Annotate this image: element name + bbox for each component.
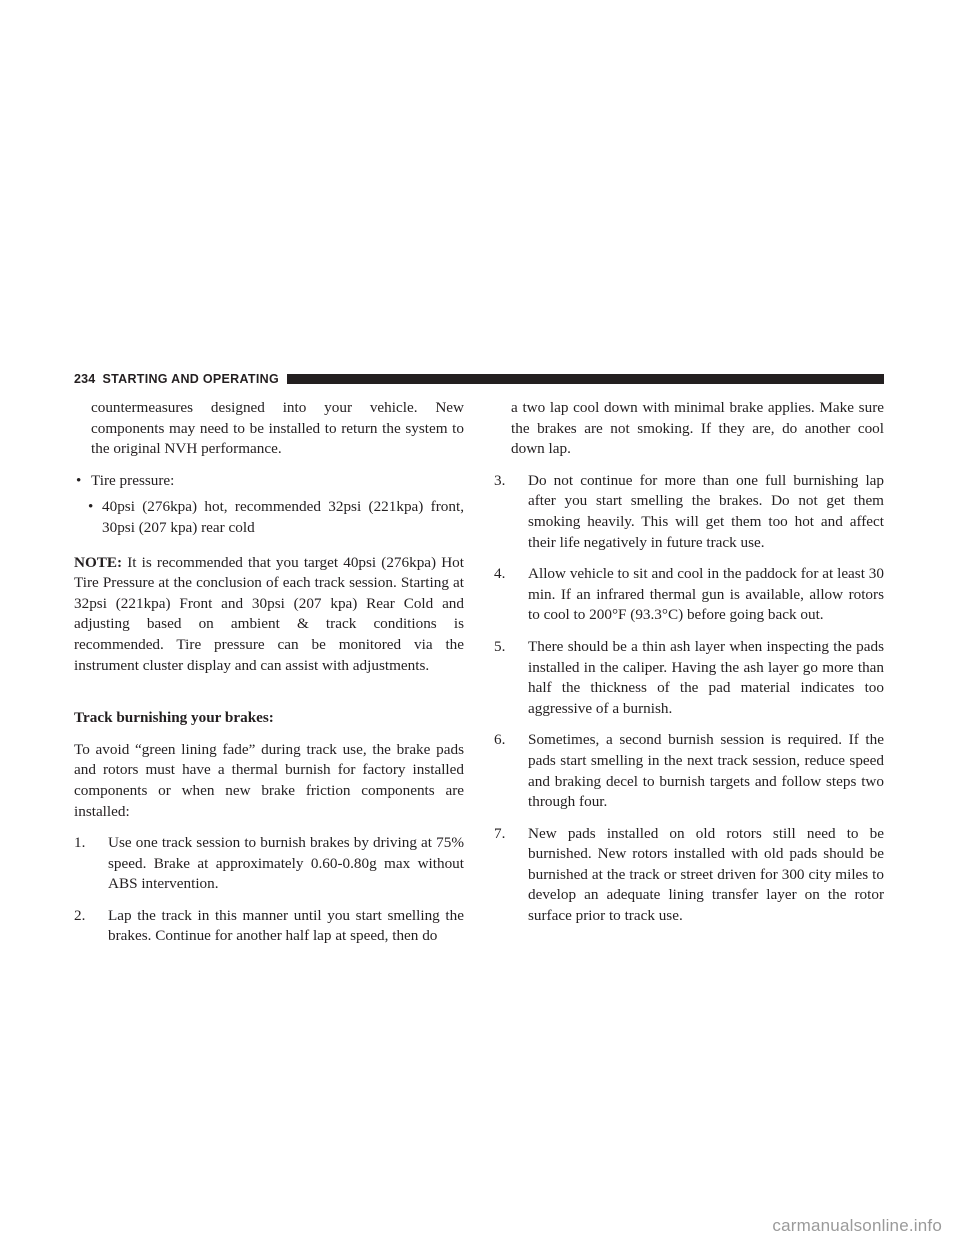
continuation-paragraph: countermeasures designed into your vehicle. New components may need to be installed to return the system to the original NVH performance. xyxy=(91,399,464,458)
section-title: STARTING AND OPERATING xyxy=(102,372,279,386)
step-item xyxy=(494,824,884,927)
bullet-tire-pressure xyxy=(74,471,464,492)
step-item xyxy=(494,637,884,719)
subheading-track-burnishing: Track burnishing your brakes: xyxy=(74,709,274,727)
left-column xyxy=(74,398,464,947)
page-header xyxy=(74,371,884,387)
step-item xyxy=(494,730,884,812)
step-number: 2. xyxy=(74,906,86,924)
note-label: NOTE: xyxy=(74,553,123,571)
page-number: 234 xyxy=(74,372,96,386)
step-text: Lap the track in this manner until you start smelling the brakes. Continue for another half lap at speed, then do xyxy=(108,906,464,945)
step-text: Allow vehicle to sit and cool in the paddock for at least 30 min. If an infrared thermal gun is available, allow rotors to cool to 200°F (93.3°C) before going back out. xyxy=(528,565,884,624)
step-number: 1. xyxy=(74,834,86,852)
step-text: Use one track session to burnish brakes by driving at 75% speed. Brake at approximately 0.60-0.80g max without ABS intervention. xyxy=(108,834,464,893)
step-item xyxy=(494,471,884,553)
bullet-icon: • xyxy=(76,471,82,489)
sub-bullet-text: 40psi (276kpa) hot, recommended 32psi (221kpa) front, 30psi (207 kpa) rear cold xyxy=(102,498,464,536)
step-number: 6. xyxy=(494,731,506,749)
step-text: There should be a thin ash layer when inspecting the pads installed in the caliper. Having the ash layer go more than half the thickness of the pad material indicates too aggressive of a burnish. xyxy=(528,637,884,717)
note-paragraph xyxy=(74,553,464,677)
step-number: 5. xyxy=(494,637,506,655)
step-text: New pads installed on old rotors still need to be burnished. New rotors installed with old pads should be burnished at the track or street driven for 300 city miles to develop an adequate lining transfer layer on the rotor surface prior to track use. xyxy=(528,824,884,925)
step-item xyxy=(494,564,884,626)
step-text: Do not continue for more than one full burnishing lap after you start smelling the brakes. Do not get them smoking heavily. This will get them too hot and affect their life negatively in future track use. xyxy=(528,471,884,551)
step-number: 4. xyxy=(494,565,506,583)
note-text: It is recommended that you target 40psi (276kpa) Hot Tire Pressure at the conclusion of each track session. Starting at 32psi (221kpa) Front and 30psi (207 kpa) Rear Cold and adjusting based on ambient & track conditions is recommended. Tire pressure can be monitored via the instrument cluster display and can assist with adjustments. xyxy=(74,553,464,674)
bullet-text: Tire pressure: xyxy=(91,471,175,489)
watermark: carmanualsonline.info xyxy=(772,1216,942,1235)
bullet-icon: • xyxy=(88,498,94,516)
continuation-paragraph: a two lap cool down with minimal brake applies. Make sure the brakes are not smoking. If they are, do another cool down lap. xyxy=(511,399,884,458)
step-item xyxy=(74,906,464,947)
header-rule xyxy=(287,374,884,384)
step-number: 7. xyxy=(494,824,506,842)
step-number: 3. xyxy=(494,471,506,489)
intro-paragraph: To avoid “green lining fade” during track use, the brake pads and rotors must have a thermal burnish for factory installed components or when new brake friction components are installed: xyxy=(74,740,464,820)
step-item xyxy=(74,833,464,895)
right-column xyxy=(494,398,884,927)
sub-bullet-pressure-values xyxy=(74,497,464,538)
step-text: Sometimes, a second burnish session is required. If the pads start smelling in the next track session, reduce speed and braking decel to burnish targets and follow steps two through four. xyxy=(528,731,884,811)
